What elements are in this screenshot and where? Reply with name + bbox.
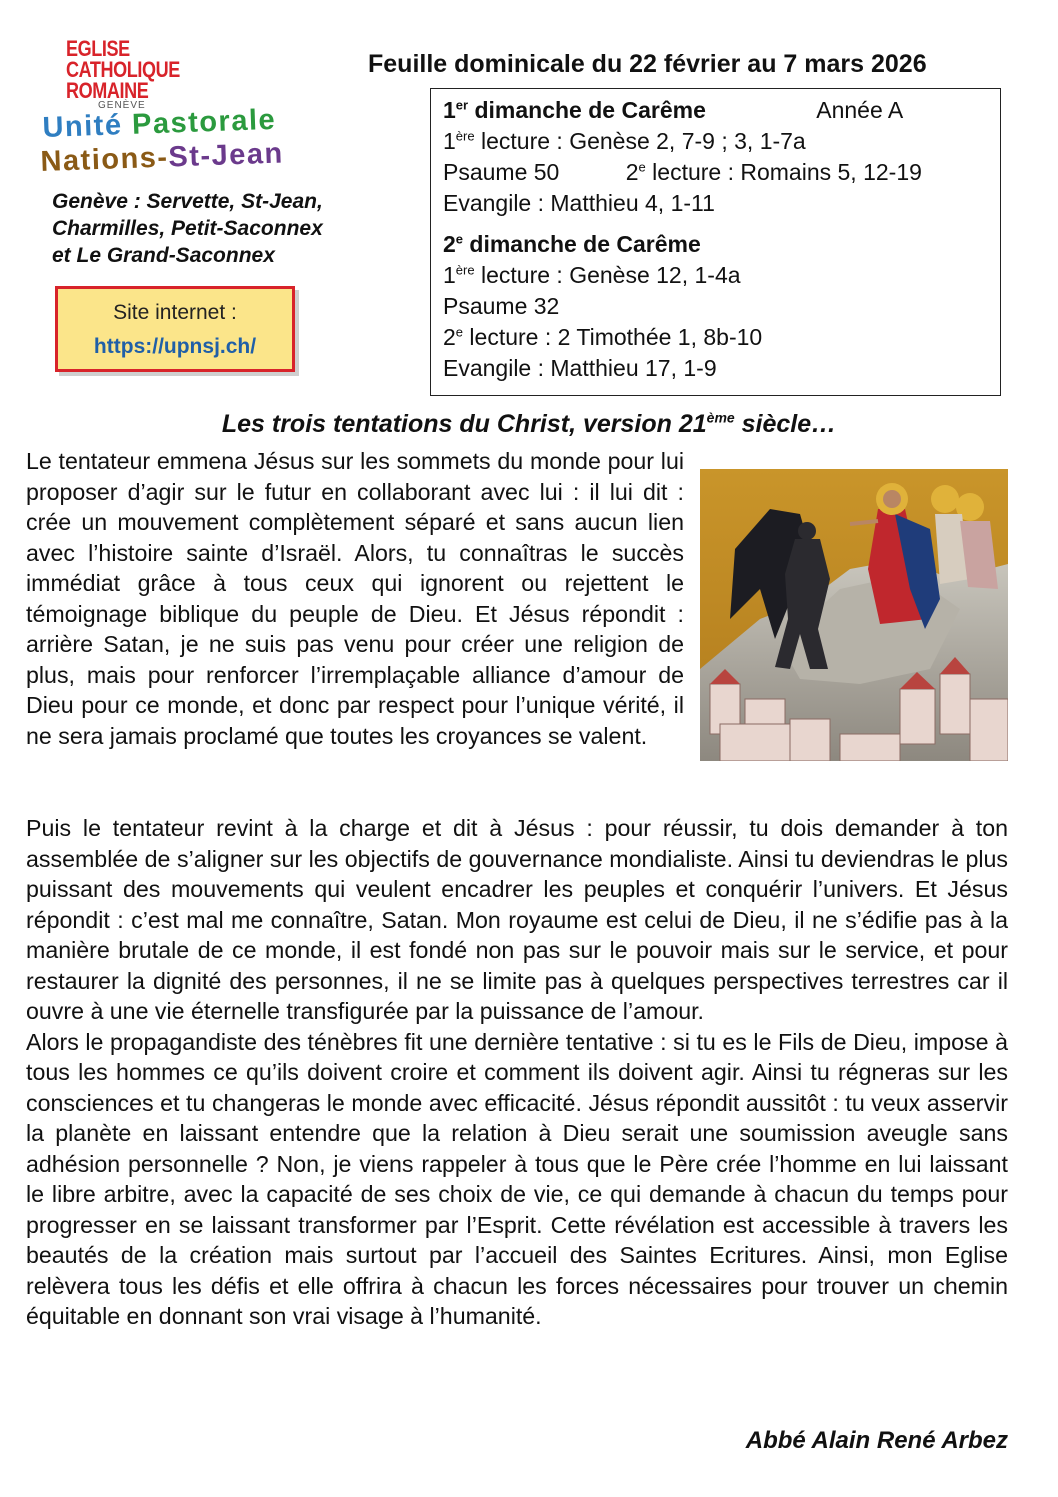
s1-l1-num: 1: [443, 128, 456, 154]
sunday1-num: 1: [443, 97, 456, 123]
temptation-painting: [700, 469, 1008, 761]
s1-l2-num: 2: [625, 159, 639, 185]
s2-l1-sup: ère: [455, 262, 475, 278]
parishes-line-3: et Le Grand-Saconnex: [52, 244, 275, 267]
article-paragraph-3: Alors le propagandiste des ténèbres fit une dernière tentative : si tu es le Fils de Dieu, impose à tous les hommes ce qu’ils doivent croire et comment ils doivent agir. Ainsi tu régneras sur les consciences et tu changeras le monde avec efficacité. Jésus répondit aussitôt : tu veux asservir la planète en laissant entendre que la relation à Dieu serait une soumission aveugle sans adhésion personnelle ? Non, je viens rappeler à tous que le Père crée l’homme en lui laissant le libre arbitre, avec la capacité de ses choix de vie, ce qui demande à chacun du temps pour progresser en se laissant transformer par l’Esprit. Cette révélation est accessible à travers les beautés de la création mais surtout par l’accueil des Saintes Ecritures. Ainsi, mon Eglise relèvera tous les défis et elle offrira à chacun les forces nécessaires pour trouver un chemin équitable en donnant son vrai visage à l’humanité.: [26, 1028, 1008, 1329]
spacer: [443, 219, 988, 229]
article-title-sup: ème: [706, 409, 735, 426]
parishes-list: [52, 188, 392, 269]
sunday2-title: dimanche de Carême: [463, 231, 701, 257]
sunday2-reading2: [443, 322, 988, 353]
parishes-line-2: Charmilles, Petit-Saconnex: [52, 217, 323, 240]
wordmark-nations: Nations-: [40, 141, 170, 178]
article-title-end: siècle…: [734, 410, 837, 438]
church-logo: [66, 38, 206, 111]
article-paragraph-1: Le tentateur emmena Jésus sur les sommets du monde pour lui proposer d’agir sur le futur en collaborant avec lui : il lui dit : crée un mouvement complètement séparé et sans aucun lien avec l’histoire sainte d’Israël. Alors, tu connaîtras le succès immédiat grâce à tous ceux qui ignorent ou rejettent le témoignage biblique du peuple de Dieu. Et Jésus répondit : arrière Satan, je ne suis pas venu pour créer une religion de plus, mais pour renforcer l’irremplaçable alliance d’amour de Dieu pour ce monde, et donc par respect pour l’unique vérité, il ne sera jamais proclamé que toutes les croyances se valent.: [26, 448, 684, 749]
logo-line-geneve: GENÈVE: [98, 100, 146, 111]
s2-l1-num: 1: [443, 262, 456, 288]
sunday1-title: dimanche de Carême: [468, 97, 706, 123]
s1-l2-text: lecture : Romains 5, 12-19: [645, 159, 922, 185]
sunday1-gospel: Evangile : Matthieu 4, 1-11: [443, 190, 715, 216]
logo-line-romaine: ROMAINE: [66, 78, 149, 103]
logo-line-eglise: EGLISE: [66, 36, 130, 61]
parishes-line-1: Genève : Servette, St-Jean,: [52, 190, 323, 213]
sunday2-reading1: [443, 260, 988, 291]
wordmark-pastorale: Pastorale: [131, 103, 277, 141]
s1-l1-sup: ère: [455, 128, 475, 144]
s1-reading2: [626, 157, 922, 188]
sunday2-heading: [443, 229, 988, 260]
website-link[interactable]: https://upnsj.ch/: [93, 335, 257, 358]
article-body-full: [26, 813, 1008, 1332]
painting-image: [700, 469, 1008, 761]
s2-l2-text: lecture : 2 Timothée 1, 8b-10: [463, 324, 763, 350]
sunday1-sup: er: [455, 97, 469, 113]
article-title: [0, 410, 1058, 439]
author-signature: Abbé Alain René Arbez: [745, 1427, 1008, 1454]
sunday1-psalm-and-reading2: [443, 157, 988, 188]
wordmark-line-2: [40, 138, 284, 179]
wordmark-unite: Unité: [42, 109, 124, 144]
s1-l2-sup: e: [638, 159, 646, 175]
s1-l1-text: lecture : Genèse 2, 7-9 ; 3, 1-7a: [474, 128, 806, 154]
s2-l2-sup: e: [455, 324, 464, 340]
readings-box: [430, 88, 1001, 396]
sunday2-num: 2: [443, 231, 456, 257]
sunday2-gospel: Evangile : Matthieu 17, 1-9: [443, 355, 717, 381]
sunday1-heading: [443, 95, 988, 126]
wordmark-stjean: St-Jean: [167, 137, 285, 174]
website-label: Site internet :: [113, 301, 237, 324]
article-paragraph-2: Puis le tentateur revint à la charge et dit à Jésus : pour réussir, tu dois demander à ton assemblée de s’aligner sur les objectifs de gouvernance mondialiste. Ainsi tu deviendras le plus puissant des mouvements qui veulent encadrer les peuples et conquérir l’univers. Et Jésus répondit : c’est mal me connaître, Satan. Mon royaume est celui de Dieu, il ne s’édifie pas à la manière brutale de ce monde, il est fondé non pas sur le pouvoir mais sur le service, et pour restaurer la dignité des personnes, il ne se limite pas à quelques perspectives terrestres car il ouvre à une vie éternelle transfigurée par la puissance de l’amour.: [26, 815, 1008, 1024]
sunday2-sup: e: [455, 231, 464, 247]
article-title-main: Les trois tentations du Christ, version 21: [221, 410, 707, 438]
sunday1-year: Année A: [816, 97, 904, 123]
s2-l2-num: 2: [443, 324, 456, 350]
s2-l1-text: lecture : Genèse 12, 1-4a: [474, 262, 741, 288]
website-box: [55, 286, 295, 372]
sunday2-psalm: Psaume 32: [443, 293, 560, 319]
sunday1-reading1: [443, 126, 988, 157]
page-title: Feuille dominicale du 22 février au 7 mars 2026: [368, 50, 927, 78]
s1-psalm: Psaume 50: [443, 159, 560, 185]
logo-line-catholique: CATHOLIQUE: [66, 57, 180, 82]
